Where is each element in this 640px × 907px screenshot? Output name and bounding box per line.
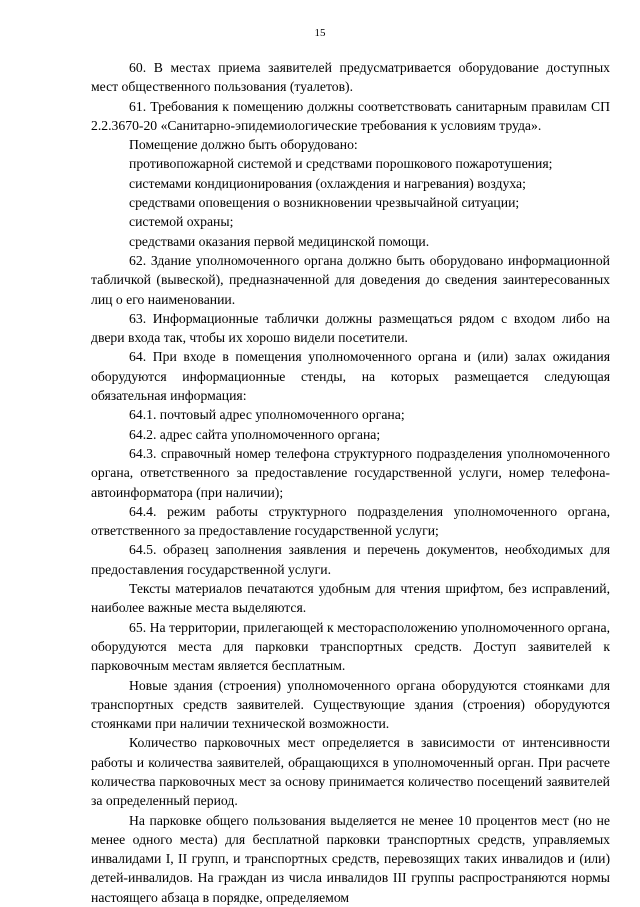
paragraph-64-1: 64.1. почтовый адрес уполномоченного органа; <box>129 407 405 423</box>
paragraph-60: 60. В местах приема заявителей предусматривается оборудование доступных мест общественного пользования (туалетов). <box>91 60 610 95</box>
paragraph-62: 62. Здание уполномоченного органа должно быть оборудовано информационной табличкой (вывеской), предназначенной для доведения до сведения заинтересованных лиц о его наименовании. <box>91 252 610 307</box>
paragraph-disabled-parking: На парковке общего пользования выделяется не менее 10 процентов мест (но не менее одного места) для бесплатной парковки транспортных средств, управляемых инвалидами I, II групп, и транспортных средств, перевозящих таких инвалидов и (или) детей-инвалидов. На граждан из числа инвалидов III группы распространяются нормы настоящего абзаца в порядке, определяемом <box>91 812 610 905</box>
paragraph-65: 65. На территории, прилегающей к месторасположению уполномоченного органа, оборудуются места для парковки транспортных средств. Доступ заявителей к парковочным местам является бесплатным. <box>91 619 610 674</box>
list-item-security-system: системой охраны; <box>129 214 234 230</box>
paragraph-63: 63. Информационные таблички должны размещаться рядом с входом либо на двери входа так, чтобы их хорошо видели посетители. <box>91 310 610 346</box>
list-item-first-aid: средствами оказания первой медицинской помощи. <box>129 233 430 249</box>
paragraph-new-buildings: Новые здания (строения) уполномоченного органа оборудуются стоянками для транспортных средств заявителей. Существующие здания (строения) оборудуются стоянками при наличии технической возможности. <box>91 677 610 732</box>
document-body <box>91 58 610 907</box>
paragraph-64: 64. При входе в помещения уполномоченного органа и (или) залах ожидания оборудуются информационные стенды, на которых размещается следующая обязательная информация: <box>91 349 610 404</box>
paragraph-64-4: 64.4. режим работы структурного подразделения уполномоченного органа, ответственного за предоставление государственной услуги; <box>91 503 610 539</box>
page-number: 15 <box>314 27 326 39</box>
paragraph-texts-materials: Тексты материалов печатаются удобным для чтения шрифтом, без исправлений, наиболее важные места выделяются. <box>91 581 610 616</box>
paragraph-64-2: 64.2. адрес сайта уполномоченного органа; <box>129 426 381 442</box>
paragraph-parking-count: Количество парковочных мест определяется в зависимости от интенсивности работы и количества заявителей, обращающихся в уполномоченный орган. При расчете количества парковочных мест за основу принимается количество посещений заявителей за определенный период. <box>91 735 610 809</box>
list-item-fire-system: противопожарной системой и средствами порошкового пожаротушения; <box>129 156 553 172</box>
list-item-emergency-alert: средствами оповещения о возникновении чрезвычайной ситуации; <box>129 195 520 211</box>
paragraph-64-3: 64.3. справочный номер телефона структурного подразделения уполномоченного органа, ответственного за предоставление государственной услуги, номер телефона-автоинформатора (при наличии); <box>91 445 610 500</box>
paragraph-61: 61. Требования к помещению должны соответствовать санитарным правилам СП 2.2.3670-20 «Санитарно-эпидемиологические требования к условиям труда». <box>91 98 610 133</box>
paragraph-64-5: 64.5. образец заполнения заявления и перечень документов, необходимых для предоставления государственной услуги. <box>91 542 610 577</box>
paragraph-equipment-intro: Помещение должно быть оборудовано: <box>129 137 358 153</box>
list-item-air-conditioning: системами кондиционирования (охлаждения и нагревания) воздуха; <box>129 175 526 191</box>
